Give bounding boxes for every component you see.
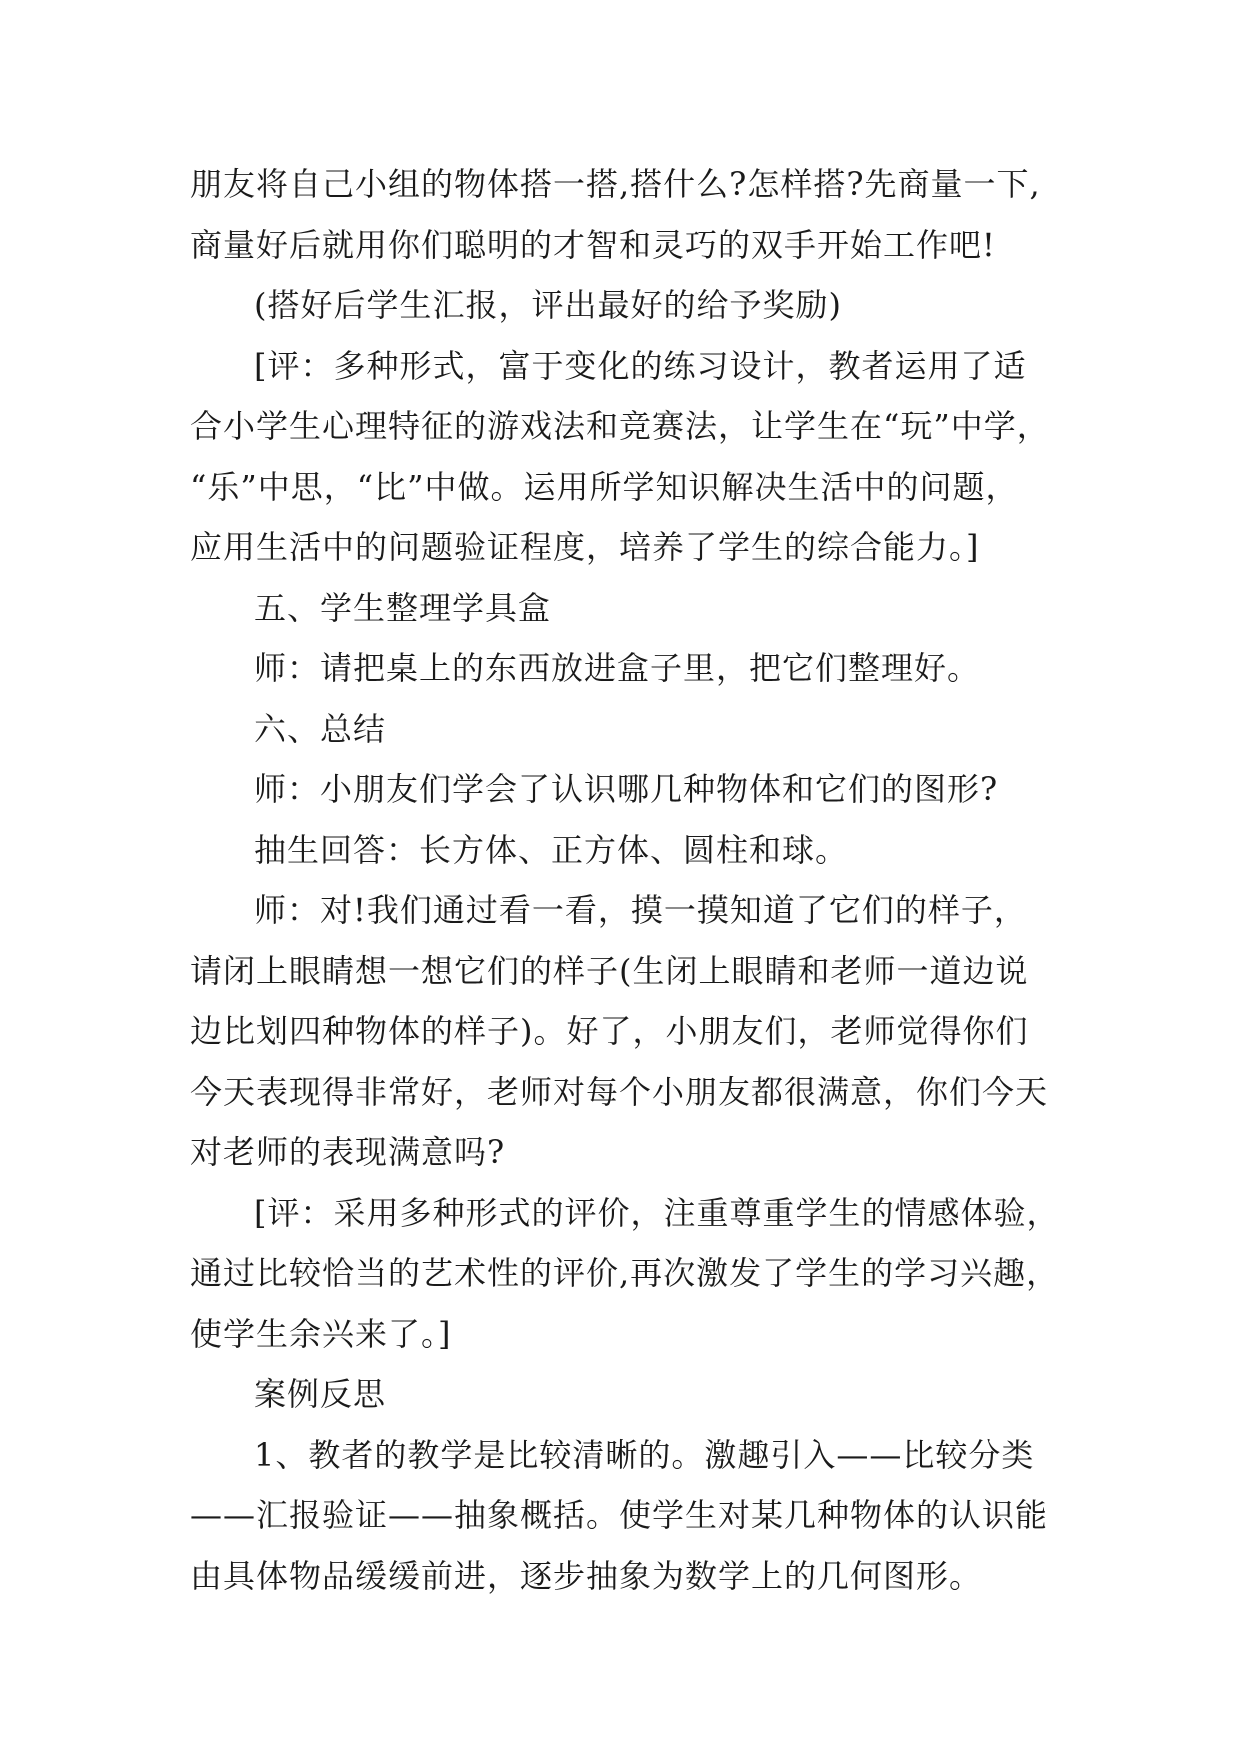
text-line: 师：对!我们通过看一看，摸一摸知道了它们的样子， xyxy=(254,891,1027,929)
text-line: (搭好后学生汇报，评出最好的给予奖励) xyxy=(254,286,842,324)
text-line: 对老师的表现满意吗? xyxy=(190,1133,506,1171)
text-line: 师：小朋友们学会了认识哪几种物体和它们的图形? xyxy=(254,770,999,808)
text-line: [评：多种形式，富于变化的练习设计，教者运用了适 xyxy=(254,346,1027,385)
text-line: 由具体物品缓缓前进，逐步抽象为数学上的几何图形。 xyxy=(190,1556,983,1595)
text-line: 抽生回答：长方体、正方体、圆柱和球。 xyxy=(254,830,849,869)
text-line: [评：采用多种形式的评价，注重尊重学生的情感体验， xyxy=(254,1193,1060,1232)
section-heading: 六、总结 xyxy=(254,709,387,748)
text-line: 今天表现得非常好，老师对每个小朋友都很满意，你们今天 xyxy=(190,1072,1049,1111)
text-line: “乐”中思，“比”中做。运用所学知识解决生活中的问题， xyxy=(190,467,1019,506)
section-heading: 五、学生整理学具盒 xyxy=(254,588,552,627)
text-line: 应用生活中的问题验证程度，培养了学生的综合能力。] xyxy=(190,528,980,566)
text-line: ——汇报验证——抽象概括。使学生对某几种物体的认识能 xyxy=(190,1496,1049,1534)
text-line: 通过比较恰当的艺术性的评价,再次激发了学生的学习兴趣， xyxy=(190,1254,1060,1292)
document-page xyxy=(190,154,1070,1606)
text-line: 合小学生心理特征的游戏法和竞赛法，让学生在“玩”中学， xyxy=(190,407,1050,445)
text-line: 1、教者的教学是比较清晰的。激趣引入——比较分类 xyxy=(254,1435,1035,1474)
section-heading: 案例反思 xyxy=(254,1375,387,1413)
text-line: 请闭上眼睛想一想它们的样子(生闭上眼睛和老师一道边说 xyxy=(190,951,1029,990)
text-line: 师：请把桌上的东西放进盒子里，把它们整理好。 xyxy=(254,649,981,687)
text-line: 商量好后就用你们聪明的才智和灵巧的双手开始工作吧! xyxy=(190,225,996,264)
text-line: 朋友将自己小组的物体搭一搭,搭什么?怎样搭?先商量一下, xyxy=(190,165,1041,203)
text-line: 边比划四种物体的样子)。好了，小朋友们，老师觉得你们 xyxy=(190,1012,1029,1050)
text-line: 使学生余兴来了。] xyxy=(190,1314,452,1353)
